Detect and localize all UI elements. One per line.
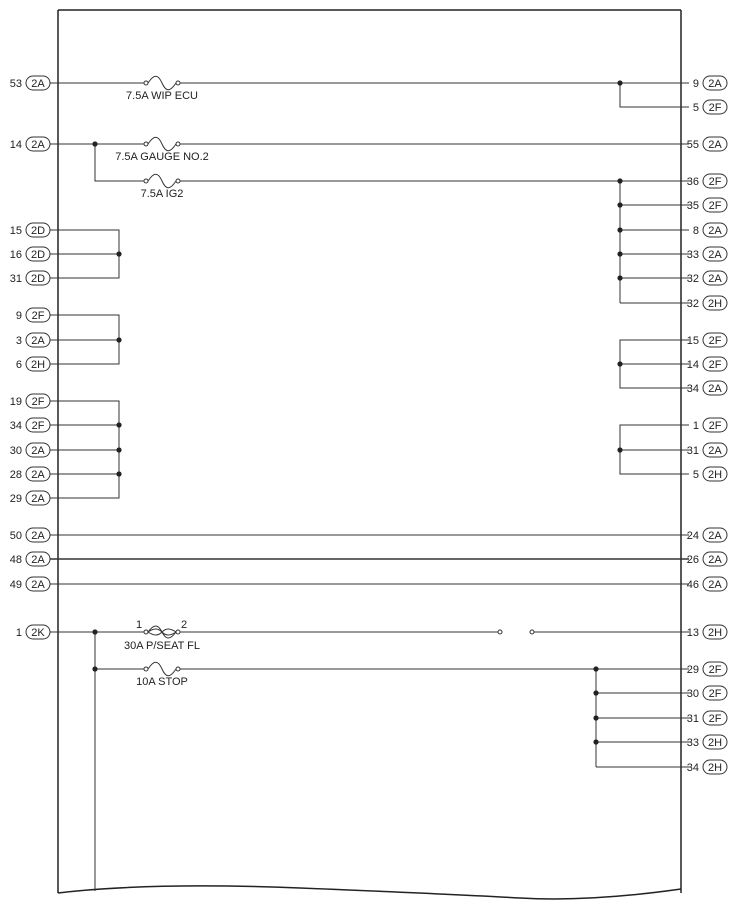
fuse-label: 10A STOP — [136, 676, 188, 688]
terminal-pin-number: 34 — [686, 383, 699, 395]
right-terminal — [687, 711, 727, 725]
terminal-pin-number: 49 — [9, 579, 22, 591]
connector-code: 2A — [708, 579, 722, 591]
fuse-p-seat-fl — [144, 626, 180, 638]
connector-code: 2H — [30, 359, 46, 371]
connector-code: 2F — [31, 396, 45, 408]
connector-code: 2A — [708, 383, 722, 395]
terminal-pin-number: 30 — [686, 688, 699, 700]
right-terminal — [693, 418, 727, 432]
connector-code: 2A — [708, 78, 722, 90]
connector-code: 2F — [708, 713, 722, 725]
terminal-pin-number: 34 — [686, 762, 699, 774]
terminal-pin-number: 13 — [686, 627, 699, 639]
left-terminal — [10, 467, 50, 481]
right-terminal — [687, 528, 727, 542]
right-terminal — [687, 247, 727, 261]
terminal-pin-number: 15 — [686, 335, 699, 347]
connector-code: 2K — [31, 627, 45, 639]
connector-code: 2D — [30, 249, 46, 261]
connector-code: 2A — [708, 249, 722, 261]
terminal-pin-number: 5 — [692, 469, 699, 481]
terminal-pin-number: 9 — [692, 78, 699, 90]
fuse-label: 30A P/SEAT FL — [123, 640, 201, 652]
right-terminal — [687, 625, 727, 639]
terminal-pin-number: 32 — [686, 298, 699, 310]
terminal-pin-number: 14 — [9, 139, 22, 151]
terminal-pin-number: 33 — [686, 249, 699, 261]
terminal-pin-number: 32 — [686, 273, 699, 285]
connector-code: 2A — [708, 445, 722, 457]
connector-code: 2H — [707, 298, 723, 310]
terminal-pin-number: 5 — [692, 102, 699, 114]
fuse-label: 7.5A GAUGE NO.2 — [115, 151, 209, 163]
connector-code: 2F — [708, 176, 722, 188]
right-terminal — [687, 443, 727, 457]
right-terminal — [687, 333, 727, 347]
right-terminal — [687, 686, 727, 700]
terminal-pin-number: 24 — [686, 530, 699, 542]
connector-code: 2H — [707, 737, 723, 749]
terminal-pin-number: 29 — [9, 493, 22, 505]
wires — [50, 83, 689, 891]
fuse-labels — [115, 90, 209, 688]
left-terminal — [10, 577, 50, 591]
left-terminal — [10, 528, 50, 542]
connector-code: 2F — [708, 335, 722, 347]
connector-code: 2A — [31, 469, 45, 481]
terminal-pin-number: 3 — [15, 335, 22, 347]
connector-code: 2H — [707, 762, 723, 774]
terminal-pin-number: 55 — [686, 139, 699, 151]
fuse-pin-label: 2 — [180, 619, 188, 631]
terminal-pin-number: 9 — [15, 310, 22, 322]
fuse-stop — [144, 662, 180, 676]
terminal-pin-number: 19 — [9, 396, 22, 408]
right-terminal-labels — [687, 76, 727, 774]
terminal-pin-number: 50 — [9, 530, 22, 542]
terminal-pin-number: 6 — [15, 359, 22, 371]
connector-code: 2A — [31, 579, 45, 591]
terminal-pin-number: 29 — [686, 664, 699, 676]
right-terminal — [687, 357, 727, 371]
left-terminal — [10, 76, 50, 90]
right-terminal — [693, 467, 727, 481]
terminal-pin-number: 36 — [686, 176, 699, 188]
terminal-pin-number: 28 — [9, 469, 22, 481]
fuse-gauge-no2 — [144, 137, 180, 151]
fuse-pin-label: 1 — [135, 619, 143, 631]
fuse-ig2 — [144, 174, 180, 188]
terminal-pin-number: 1 — [15, 627, 22, 639]
right-terminal — [687, 760, 727, 774]
right-terminal — [693, 76, 727, 90]
connector-code: 2A — [31, 335, 45, 347]
left-terminal — [10, 137, 50, 151]
terminal-pin-number: 31 — [686, 713, 699, 725]
connector-code: 2H — [707, 469, 723, 481]
terminal-pin-number: 8 — [692, 225, 699, 237]
terminal-pin-number: 31 — [686, 445, 699, 457]
left-terminal — [10, 491, 50, 505]
right-terminal — [693, 100, 727, 114]
terminal-pin-number: 15 — [9, 225, 22, 237]
connector-code: 2D — [30, 225, 46, 237]
connector-code: 2A — [31, 445, 45, 457]
connector-code: 2F — [708, 664, 722, 676]
connector-code: 2A — [31, 554, 45, 566]
connector-code: 2F — [708, 420, 722, 432]
left-terminal — [10, 223, 50, 237]
connector-code: 2F — [708, 102, 722, 114]
terminal-pin-number: 35 — [686, 200, 699, 212]
terminal-pin-number: 1 — [692, 420, 699, 432]
right-terminal — [687, 137, 727, 151]
left-terminal — [16, 333, 50, 347]
right-terminal — [687, 198, 727, 212]
terminal-pin-number: 48 — [9, 554, 22, 566]
connector-code: 2A — [31, 139, 45, 151]
connector-code: 2F — [31, 420, 45, 432]
connector-code: 2A — [708, 554, 722, 566]
open-contact — [498, 630, 534, 634]
terminal-pin-number: 30 — [9, 445, 22, 457]
terminal-pin-number: 33 — [686, 737, 699, 749]
connector-code: 2A — [31, 530, 45, 542]
connector-code: 2A — [708, 139, 722, 151]
connector-code: 2A — [31, 493, 45, 505]
left-terminal — [10, 552, 50, 566]
connector-code: 2F — [708, 688, 722, 700]
connector-code: 2A — [708, 225, 722, 237]
right-terminal — [687, 662, 727, 676]
right-terminal — [687, 296, 727, 310]
right-terminal — [687, 552, 727, 566]
left-terminal — [10, 443, 50, 457]
left-terminal — [10, 394, 50, 408]
left-terminal — [10, 247, 50, 261]
junction-block-outline — [58, 10, 681, 899]
terminal-pin-number: 14 — [686, 359, 699, 371]
terminal-pin-number: 53 — [9, 78, 22, 90]
right-terminal — [687, 271, 727, 285]
left-terminal — [16, 625, 50, 639]
left-terminal — [10, 271, 50, 285]
connector-code: 2A — [708, 530, 722, 542]
left-terminal — [16, 308, 50, 322]
right-terminal — [687, 381, 727, 395]
connector-code: 2D — [30, 273, 46, 285]
left-terminal-labels — [10, 76, 50, 639]
terminal-pin-number: 26 — [686, 554, 699, 566]
connector-code: 2A — [708, 273, 722, 285]
fuse-label: 7.5A WIP ECU — [126, 90, 198, 102]
fuses — [144, 76, 180, 676]
terminal-pin-number: 34 — [9, 420, 22, 432]
terminal-pin-number: 16 — [9, 249, 22, 261]
right-terminal — [687, 735, 727, 749]
connector-code: 2H — [707, 627, 723, 639]
left-terminal — [16, 357, 50, 371]
right-terminal — [687, 577, 727, 591]
fuse-label: 7.5A IG2 — [140, 188, 184, 200]
connector-code: 2A — [31, 78, 45, 90]
connector-code: 2F — [708, 359, 722, 371]
terminal-pin-number: 46 — [686, 579, 699, 591]
terminal-pin-number: 31 — [9, 273, 22, 285]
right-terminal — [693, 223, 727, 237]
connector-code: 2F — [708, 200, 722, 212]
fuse-wip-ecu — [144, 76, 180, 90]
connector-code: 2F — [31, 310, 45, 322]
left-terminal — [10, 418, 50, 432]
right-terminal — [687, 174, 727, 188]
